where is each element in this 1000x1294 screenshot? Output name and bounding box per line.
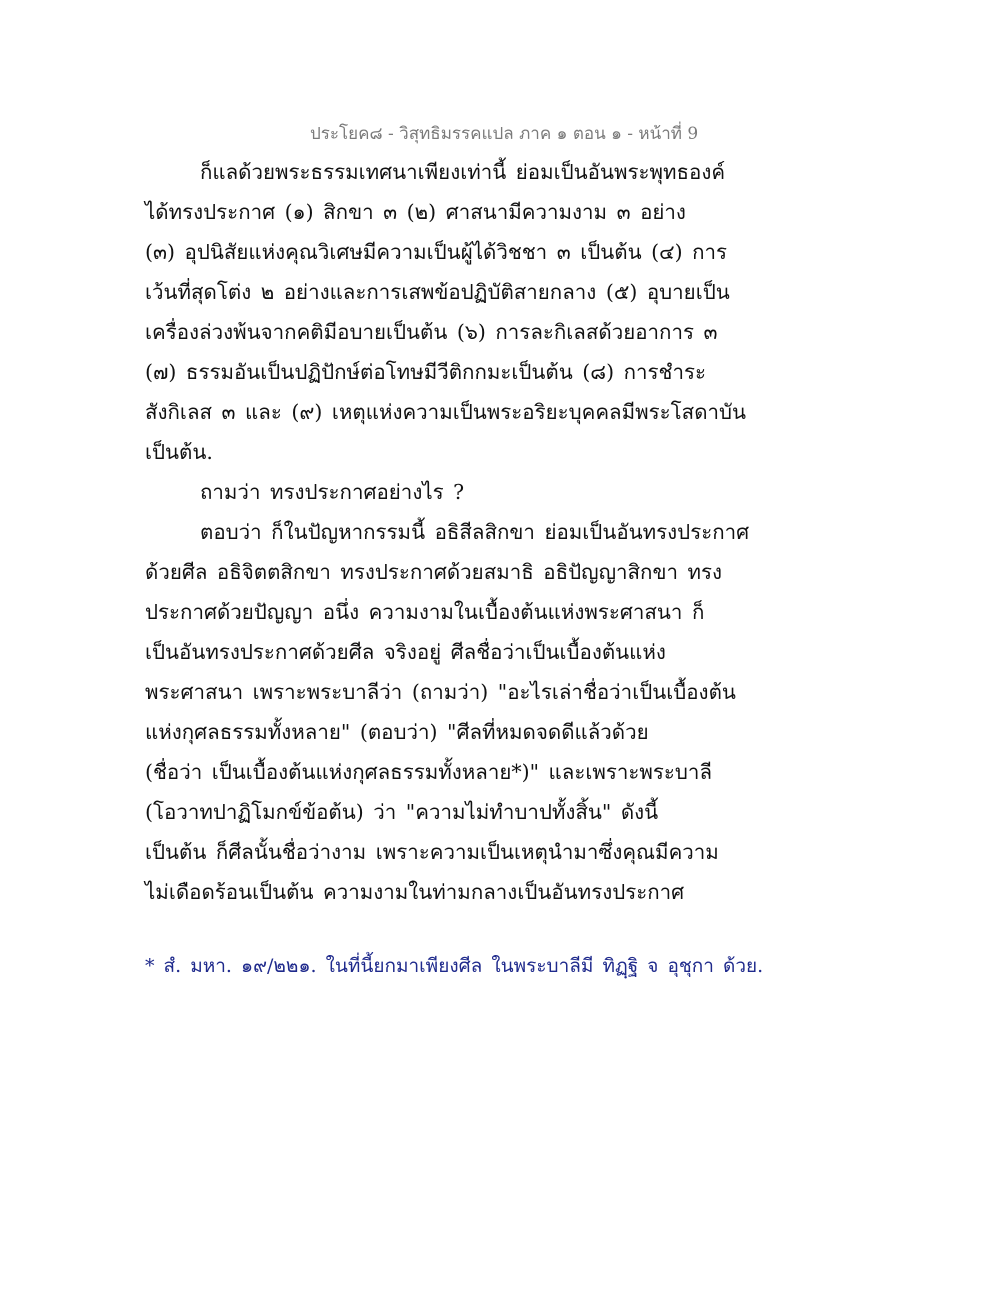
text-line: (โอวาทปาฏิโมกข์ข้อต้น) ว่า "ความไม่ทำบาปทั้งสิ้น" ดังนี้ xyxy=(145,800,659,824)
text-line: สังกิเลส ๓ และ (๙) เหตุแห่งความเป็นพระอริยะบุคคลมีพระโสดาบัน xyxy=(145,400,747,424)
text-line: ด้วยศีล อธิจิตตสิกขา ทรงประกาศด้วยสมาธิ อธิปัญญาสิกขา ทรง xyxy=(145,560,723,584)
text-line: ตอบว่า ก็ในปัญหากรรมนี้ อธิสีลสิกขา ย่อมเป็นอันทรงประกาศ xyxy=(200,520,750,544)
text-line: เป็นอันทรงประกาศด้วยศีล จริงอยู่ ศีลชื่อว่าเป็นเบื้องต้นแห่ง xyxy=(145,640,666,664)
body-text xyxy=(145,152,750,912)
running-header: ประโยค๘ - วิสุทธิมรรคแปล ภาค ๑ ตอน ๑ - หน้าที่ 9 xyxy=(310,124,699,144)
text-line: เป็นต้น. xyxy=(145,440,213,464)
text-line: พระศาสนา เพราะพระบาลีว่า (ถามว่า) "อะไรเล่าชื่อว่าเป็นเบื้องต้น xyxy=(145,680,736,704)
text-line: (๗) ธรรมอันเป็นปฏิปักษ์ต่อโทษมีวีติกกมะเป็นต้น (๘) การชำระ xyxy=(145,360,706,384)
text-line: เว้นที่สุดโต่ง ๒ อย่างและการเสพข้อปฏิบัติสายกลาง (๕) อุบายเป็น xyxy=(145,280,730,304)
text-line: ได้ทรงประกาศ (๑) สิกขา ๓ (๒) ศาสนามีความงาม ๓ อย่าง xyxy=(145,200,686,224)
text-line: ก็แลด้วยพระธรรมเทศนาเพียงเท่านี้ ย่อมเป็นอันพระพุทธองค์ xyxy=(200,160,726,184)
text-line: ไม่เดือดร้อนเป็นต้น ความงามในท่ามกลางเป็นอันทรงประกาศ xyxy=(145,880,685,904)
text-line: (ชื่อว่า เป็นเบื้องต้นแห่งกุศลธรรมทั้งหลาย*)" และเพราะพระบาลี xyxy=(145,760,713,784)
text-line: ประกาศด้วยปัญญา อนึ่ง ความงามในเบื้องต้นแห่งพระศาสนา ก็ xyxy=(145,600,705,624)
text-line: (๓) อุปนิสัยแห่งคุณวิเศษมีความเป็นผู้ได้วิชชา ๓ เป็นต้น (๔) การ xyxy=(145,240,728,264)
footnote: * สํ. มหา. ๑๙/๒๒๑. ในที่นี้ยกมาเพียงศีล ในพระบาลีมี ทิฏฺฐิ จ อุชุกา ด้วย. xyxy=(145,955,764,977)
text-line: ถามว่า ทรงประกาศอย่างไร ? xyxy=(200,480,465,504)
text-line: เป็นต้น ก็ศีลนั้นชื่อว่างาม เพราะความเป็นเหตุนำมาซึ่งคุณมีความ xyxy=(145,840,719,864)
text-line: เครื่องล่วงพ้นจากคติมีอบายเป็นต้น (๖) การละกิเลสด้วยอาการ ๓ xyxy=(145,320,718,344)
text-line: แห่งกุศลธรรมทั้งหลาย" (ตอบว่า) "ศีลที่หมดจดดีแล้วด้วย xyxy=(145,720,649,744)
